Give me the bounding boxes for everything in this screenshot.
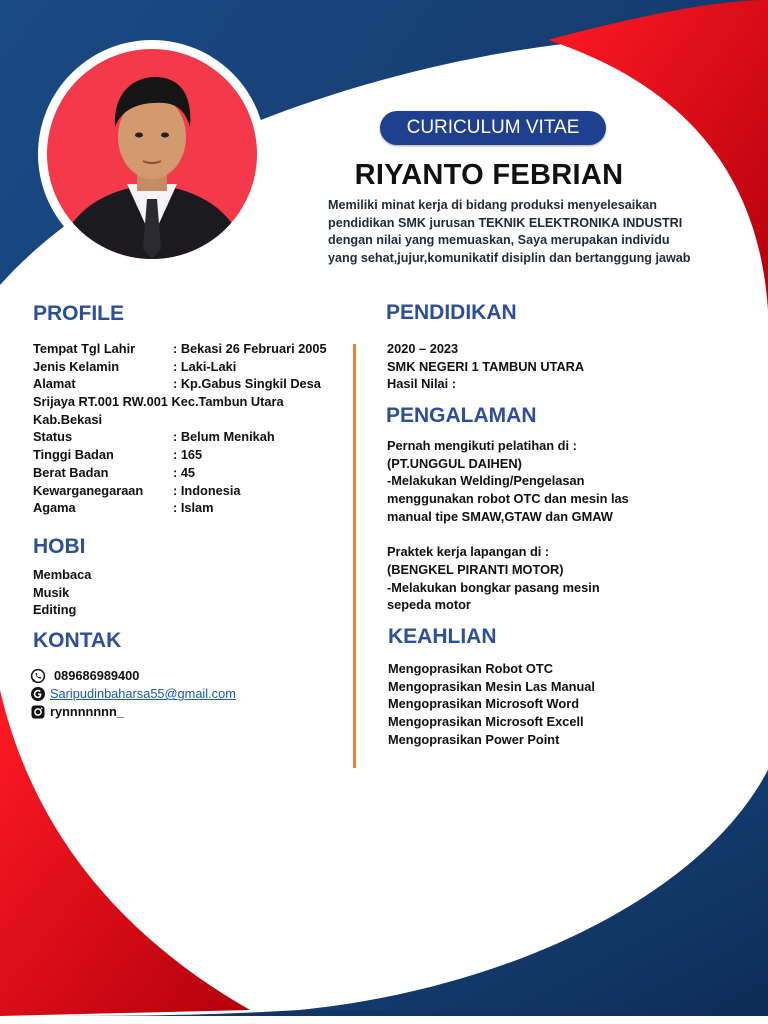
pendidikan-details <box>387 340 747 393</box>
profile-value: : Laki-Laki <box>173 358 237 374</box>
pendidikan-line: 2020 – 2023 <box>387 341 459 356</box>
summary-line: yang sehat,jujur,komunikatif disiplin dan bertanggung jawab <box>328 250 691 265</box>
pengalaman-heading: PENGALAMAN <box>386 404 537 427</box>
profile-row-continued <box>33 411 343 429</box>
pengalaman-line: menggunakan robot OTC dan mesin las <box>387 491 629 507</box>
profile-row <box>33 446 343 464</box>
profile-value: : Indonesia <box>173 482 241 498</box>
keahlian-item: Mengoprasikan Robot OTC <box>388 661 553 676</box>
profile-row <box>33 464 343 482</box>
pengalaman-line: sepeda motor <box>387 597 471 613</box>
cv-badge: CURICULUM VITAE <box>380 111 606 145</box>
keahlian-item: Mengoprasikan Microsoft Word <box>388 696 580 712</box>
pengalaman-line: Pernah mengikuti pelatihan di : <box>387 438 577 453</box>
keahlian-list <box>388 660 748 748</box>
kontak-heading: KONTAK <box>33 629 122 652</box>
keahlian-item: Mengoprasikan Mesin Las Manual <box>388 678 595 694</box>
profile-value: : Kp.Gabus Singkil Desa <box>173 376 321 392</box>
profile-row <box>33 340 343 358</box>
google-icon <box>30 686 46 702</box>
pengalaman-line: Praktek kerja lapangan di : <box>387 544 550 560</box>
hobi-item: Musik <box>33 584 70 600</box>
profile-value: : Belum Menikah <box>173 429 275 445</box>
summary-line: Memiliki minat kerja di bidang produksi menyelesaikan <box>328 198 657 212</box>
keahlian-heading: KEAHLIAN <box>388 625 497 648</box>
profile-value: Kab.Bekasi <box>33 411 102 427</box>
column-divider <box>353 344 356 768</box>
whatsapp-icon <box>30 668 46 684</box>
keahlian-item: Mengoprasikan Power Point <box>388 731 560 747</box>
profile-row <box>33 482 343 500</box>
pengalaman-line <box>387 525 747 543</box>
instagram-row <box>30 703 350 721</box>
hobi-item: Editing <box>33 602 77 618</box>
pengalaman-line: -Melakukan Welding/Pengelasan <box>387 473 585 489</box>
profile-heading: PROFILE <box>33 302 125 325</box>
phone-row <box>30 667 350 685</box>
pengalaman-line: -Melakukan bongkar pasang mesin <box>387 579 600 595</box>
instagram-icon <box>30 704 46 720</box>
summary-line: pendidikan SMK jurusan TEKNIK ELEKTRONIKA INDUSTRI <box>328 215 683 230</box>
profile-key: Jenis Kelamin <box>33 358 120 374</box>
keahlian-item: Mengoprasikan Microsoft Excell <box>388 714 584 730</box>
hobi-heading: HOBI <box>33 535 86 558</box>
email-link[interactable]: Saripudinbaharsa55@gmail.com <box>50 686 236 702</box>
profile-value: : 45 <box>173 464 196 480</box>
profile-details <box>33 340 343 517</box>
profile-key: Agama <box>33 500 76 516</box>
person-name: RIYANTO FEBRIAN <box>354 159 624 191</box>
pengalaman-line: (PT.UNGGUL DAIHEN) <box>387 455 522 471</box>
profile-value: : 165 <box>173 447 203 463</box>
profile-key: Status <box>33 429 73 445</box>
profile-row <box>33 499 343 517</box>
summary-line: dengan nilai yang memuaskan, Saya merupakan individu <box>328 233 670 248</box>
profile-key: Kewarganegaraan <box>33 482 144 498</box>
pendidikan-heading: PENDIDIKAN <box>386 301 517 324</box>
profile-row <box>33 375 343 393</box>
profile-key: Tempat Tgl Lahir <box>33 341 136 356</box>
summary <box>328 197 700 267</box>
phone-number: 089686989400 <box>54 668 140 684</box>
email-row <box>30 685 350 703</box>
pengalaman-line: (BENGKEL PIRANTI MOTOR) <box>387 561 564 577</box>
profile-key: Berat Badan <box>33 464 109 480</box>
instagram-handle: rynnnnnnn_ <box>50 704 124 720</box>
hobi-list <box>33 566 233 619</box>
profile-row <box>33 358 343 376</box>
kontak-list <box>30 667 350 721</box>
profile-photo <box>47 49 257 259</box>
bottom-strip <box>0 1016 768 1024</box>
profile-row-continued <box>33 393 343 411</box>
pengalaman-line: manual tipe SMAW,GTAW dan GMAW <box>387 508 613 524</box>
pendidikan-line: Hasil Nilai : <box>387 376 456 392</box>
profile-key: Alamat <box>33 376 76 392</box>
hobi-item: Membaca <box>33 567 92 582</box>
profile-value: : Bekasi 26 Februari 2005 <box>173 341 327 356</box>
profile-row <box>33 428 343 446</box>
profile-key: Tinggi Badan <box>33 447 114 463</box>
profile-value: Srijaya RT.001 RW.001 Kec.Tambun Utara <box>33 394 284 410</box>
pendidikan-line: SMK NEGERI 1 TAMBUN UTARA <box>387 358 585 374</box>
pengalaman-details <box>387 437 747 614</box>
profile-value: : Islam <box>173 500 214 516</box>
